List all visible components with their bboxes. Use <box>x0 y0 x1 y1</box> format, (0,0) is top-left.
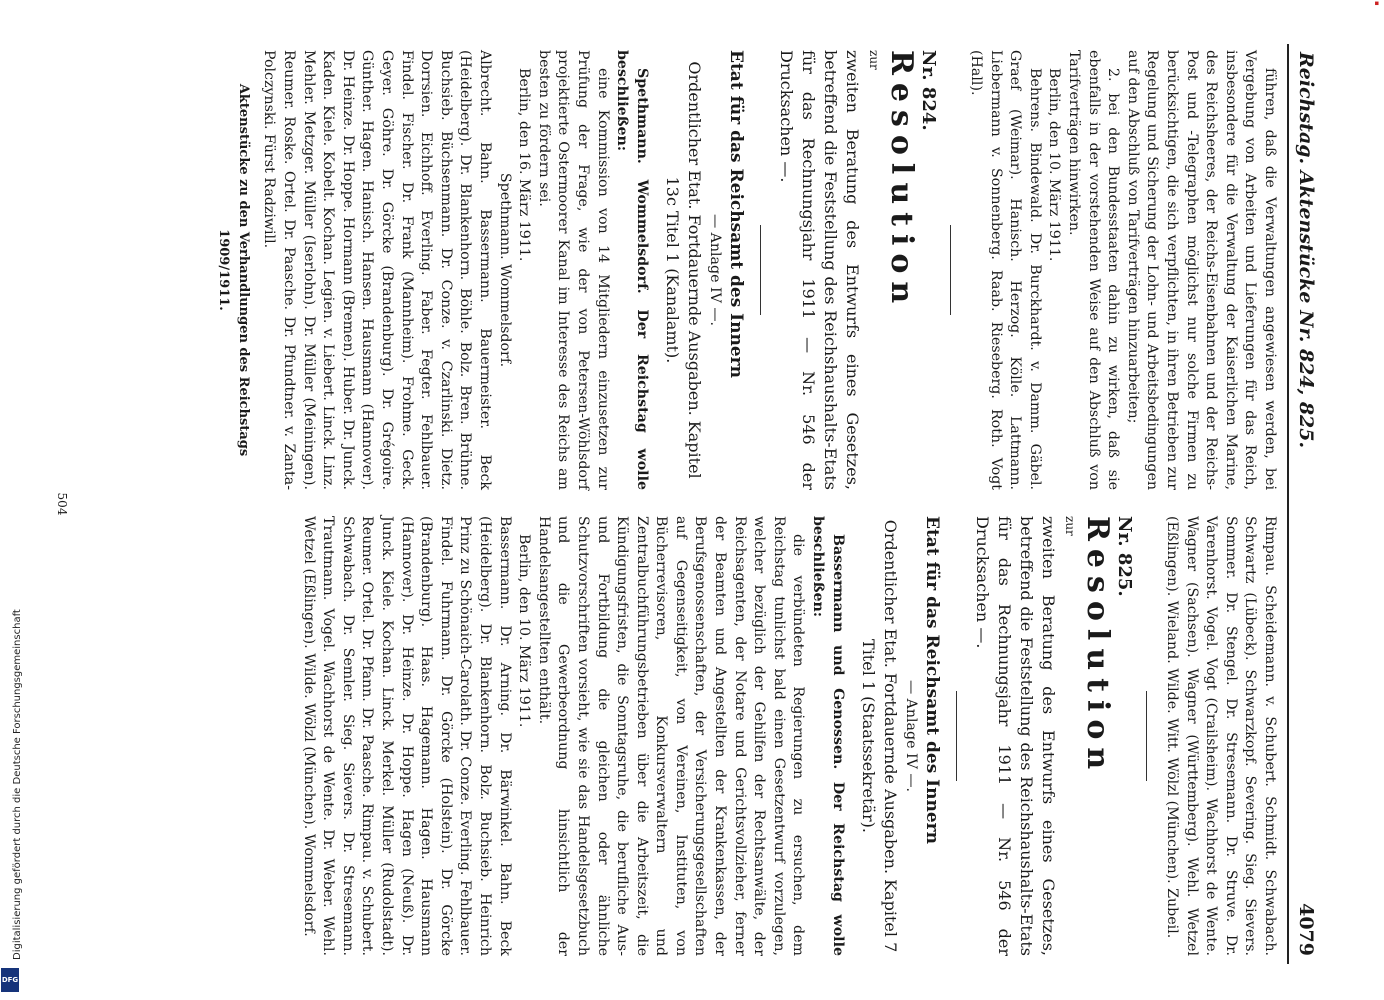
dfg-logo-icon: DFG <box>1 968 19 992</box>
signers-list: Rimpau. Scheidemann. v. Schubert. Schmidt. Schwabach. Schwartz (Lübeck). Schwarzkopf. Severing. Sieg. Sievers. Sommer. Dr. Stengel. Dr. Stresemann. Dr. Struve. Dr. Varenhorst. Vogel. Vogt (Crailsheim). Wachhorst de Wente. Wagner (Sachsen). Wagner (Württemberg). Wehl. Wetzel (Eßlingen). Wieland. Wilde. Witt. Wölzl (München). Zubeil. <box>1164 516 1278 956</box>
header-page-number: 4079 <box>1295 903 1317 956</box>
separator-rule <box>956 691 957 781</box>
separator-rule <box>1146 691 1147 781</box>
header-title: Reichstag. Aktenstücke Nr. 824, 825. <box>1295 52 1317 449</box>
scan-corner-mark: ▪ <box>1373 1 1381 6</box>
zur-label: zur <box>866 50 881 70</box>
date-line: Berlin, den 10. März 1911. <box>1046 68 1063 262</box>
separator-rule <box>760 225 761 315</box>
date-line: Berlin, den 10. März 1911. <box>516 534 533 728</box>
paragraph-item-2: 2. bei den Bundesstaaten dahin zu wirken, daß sie ebenfalls in der vorstehenden Weise auf den Abschluß von Tarifverträgen hinwirken. <box>1066 50 1122 490</box>
etat-heading: Etat für das Reichsamt des Innern <box>726 50 747 378</box>
lead-text: zweiten Beratung des Entwurfs eines Gesetzes, betreffend die Feststellung des Reichshaushalts-Etats für das Rechnungsjahr 1911 — Nr. 546 der Drucksachen —. <box>777 50 863 490</box>
left-column <box>93 50 1279 490</box>
right-column <box>93 516 1279 956</box>
document-number: Nr. 824. <box>918 50 940 131</box>
paragraph-intro: führen, daß die Verwaltungen angewiesen werden, bei Vergebung von Arbeiten und Lieferungen für das Reich, insbesondere für die Verwaltung der Kaiserlichen Marine, des Reichsheeres, der Reichs-Eisenbahnen und der Reichs-Post und -Telegraphen möglichst nur solche Firmen zu berücksichtigen, die sich verpflichten, in ihren Betrieben zur Regelung und Sicherung der Lohn- und Arbeitsbedingungen auf den Abschluß von Tarifverträgen hinzuarbeiten; <box>1124 50 1278 490</box>
zur-label: zur <box>1062 516 1077 536</box>
scanned-page-viewport <box>43 40 1363 968</box>
anlage-label: — Anlage IV —. <box>903 679 920 793</box>
scanned-page <box>55 44 1323 964</box>
motion-body: die verbündeten Regierungen zu ersuchen, dem Reichstag tunlichst bald einen Gesetzentwurf vorzulegen, welcher bezüglich der Gehilfen der Rechtsanwälte, der Reichsagenten, der Notare und Gerichtsvollzieher, ferner der Beamten und Angestellten der Krankenkassen, der Berufsgenossenschaften, der Versicherungsgesellschaften auf Gegenseitigkeit, von Vereinen, Instituten, von Bücherrevisoren, Konkursverwaltern und Zentralbuchführungsbetrieben über die Arbeitszeit, die Kündigungsfristen, die Sonntagsruhe, die berufliche Aus- und Fortbildung die gleichen oder ähnliche Schutzvorschriften vorsieht, wie sie das Handelsgesetzbuch und die Gewerbeordnung hinsichtlich der Handelsangestellten enthält. <box>535 516 807 956</box>
page-number: 504 <box>55 492 69 516</box>
supporters-list: Albrecht. Bahn. Bassermann. Bauermeister. Beck (Heidelberg). Dr. Blankenhorn. Böhle. Bolz. Bren. Brühne. Buchsieb. Büchsenmann. Dr. Conze. v. Czarlinski. Dietz. Dorrsien. Eichhoff. Everling. Faber. Fegter. Fehlbauer. Findel. Fischer. Dr. Frank (Mannheim). Frohme. Geck. Geyer. Göhre. Dr. Görcke (Brandenburg). Dr. Grégoire. Günther. Hagen. Hanisch. Hansen. Hausmann (Hannover). Dr. Heinze. Dr. Hoppe. Hormann (Bremen). Huber. Dr. Junck. Kaden. Kiele. Kobelt. Kochan. Legien. v. Liebert. Linck. Linz. Mehler. Metzger. Müller (Iserlohn). Dr. Müller (Meiningen). Reumer. Roske. Ortel. Dr. Paasche. Dr. Pfundtner. v. Zanta-Polczynski. Fürst Radziwill. <box>261 50 493 490</box>
motion-body: eine Kommission von 14 Mitgliedern einzusetzen zur Prüfung der Frage, wie der von Petersen-Wöhlsdorf projektierte Ostermoorer Kanal im Interesse des Reichs am besten zu fördern sei. <box>535 50 611 490</box>
resolution-heading: Resolution <box>1079 516 1115 778</box>
ausgaben-label: Ordentlicher Etat. Fortdauernde Ausgaben. Kapitel 13c Titel 1 (Kanalamt). <box>662 61 704 479</box>
page-footer: Aktenstücke zu den Verhandlungen des Reichstags 1909/1911. <box>216 83 251 457</box>
motion-heading: Bassermann und Genossen. Der Reichstag wolle beschließen: <box>810 516 846 956</box>
document-number: Nr. 825. <box>1114 516 1136 597</box>
motion-heading: Spethmann. Wommelsdorf. Der Reichstag wolle beschließen: <box>614 50 650 490</box>
separator-rule <box>951 225 952 315</box>
lead-text: zweiten Beratung des Entwurfs eines Gesetzes, betreffend die Feststellung des Reichshaushalts-Etats für das Rechnungsjahr 1911 — Nr. 546 der Drucksachen —. <box>973 516 1059 956</box>
digitization-note: Digitalisierung gefördert durch die Deutsche Forschungsgemeinschaft <box>12 609 23 960</box>
resolution-heading: Resolution <box>883 50 919 312</box>
supporters-list: Bassermann. Dr. Arning. Dr. Bärwinkel. Bahn. Beck (Heidelberg). Dr. Blankenhorn. Bolz. Buchsieb. Heinrich Prinz zu Schönaich-Carolath. Dr. Conze. Everling. Fehlbauer. Findel. Fuhrmann. Dr. Görcke (Holstein). Dr. Görcke (Brandenburg). Haas. Hagemann. Hagen. Hausmann (Hannover). Dr. Heinze. Dr. Hoppe. Hagen (Neuß). Dr. Junck. Kiele. Kochan. Linck. Merkel. Müller (Rudolstadt). Reumer. Ortel. Dr. Pfann. Dr. Paasche. Rimpau. v. Schubert. Schwabach. Dr. Semler. Sieg. Sievers. Dr. Stresemann. Trautmann. Vogel. Wachhorst de Wente. Dr. Weber. Wehl. Wetzel (Eßlingen). Wilde. Wölzl (München). Wommelsdorf. <box>300 516 513 956</box>
ausgaben-label: Ordentlicher Etat. Fortdauernde Ausgaben. Kapitel 7 Titel 1 (Staatssekretär). <box>858 519 900 953</box>
signature-line: Spethmann. Wommelsdorf. <box>496 172 513 368</box>
anlage-label: — Anlage IV —. <box>707 213 724 327</box>
page-header <box>1287 44 1323 964</box>
date-line: Berlin, den 16. März 1911. <box>516 68 533 262</box>
etat-heading: Etat für das Reichsamt des Innern <box>922 516 943 844</box>
signers-list: Behrens. Bindewald. Dr. Burckhardt. v. Damm. Gäbel. Graef (Weimar). Hanisch. Herzog. Kölle. Lattmann. Liebermann v. Sonnenberg. Raab. Rieseberg. Roth. Vogt (Hall). <box>968 50 1043 490</box>
